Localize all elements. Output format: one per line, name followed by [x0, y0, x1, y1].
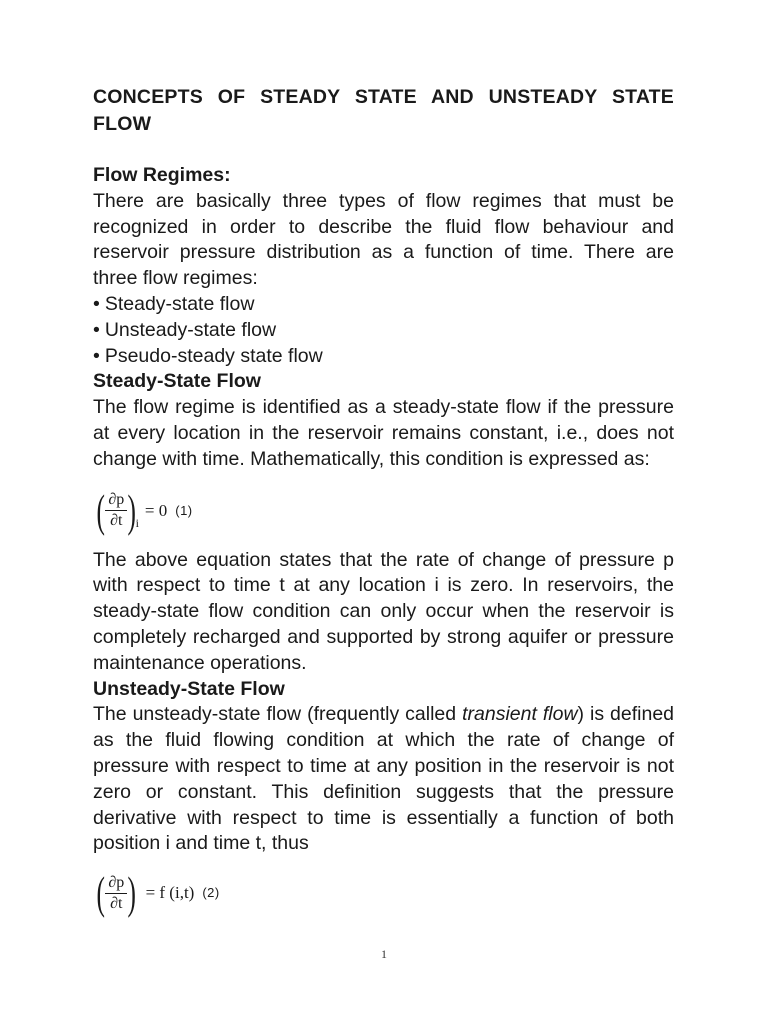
document-body [93, 84, 674, 921]
equation-rhs: = 0 [144, 500, 168, 520]
equation-2 [93, 865, 674, 921]
list-item [93, 344, 674, 370]
right-paren: ) [127, 484, 137, 536]
steady-state-paragraph-2: The above equation states that the rate of change of pressure p with respect to time t at any location i is zero. In reservoirs, the steady-state flow condition can only occur when the reservoir is completely recharged and supported by strong aquifer or pressure maintenance operations. [93, 548, 674, 674]
bullet-icon: • [93, 318, 100, 341]
unsteady-state-heading: Unsteady-State Flow [93, 677, 285, 700]
fraction-denominator: ∂t [110, 512, 123, 530]
bullet-icon: • [93, 292, 100, 315]
equation-subscript: i [135, 515, 139, 530]
equation-1 [93, 483, 674, 539]
paragraph-text-end: ) is defined as the fluid flowing condition at which the rate of change of pressure with respect to time at any position in the reservoir is not zero or constant. This definition suggests that the pressure derivative with respect to time is essentially a function of both position i and time t, thus [93, 703, 675, 855]
paragraph-text-start: The unsteady-state flow (frequently called [93, 703, 463, 726]
left-paren: ( [96, 867, 105, 919]
flow-regimes-intro: There are basically three types of flow regimes that must be recognized in order to describe the fluid flow behaviour and reservoir pressure distribution as a function of time. There are three flow regimes: [93, 189, 674, 290]
list-item-label: Unsteady-state flow [104, 318, 277, 341]
list-item-label: Pseudo-steady state flow [104, 344, 323, 367]
fraction-denominator: ∂t [110, 894, 123, 912]
bullet-icon: • [93, 344, 100, 367]
steady-state-paragraph-1: The flow regime is identified as a steady-state flow if the pressure at every location in the reservoir remains constant, i.e., does not change with time. Mathematically, this condition is expressed as: [93, 396, 674, 470]
page-number: 1 [381, 947, 387, 961]
list-item-label: Steady-state flow [104, 292, 255, 315]
fraction-numerator: ∂p [105, 490, 127, 511]
partial-derivative-fraction [105, 873, 127, 914]
equation-number: (2) [202, 885, 220, 901]
list-item [93, 318, 674, 344]
partial-derivative-fraction [105, 490, 127, 531]
flow-regimes-list [93, 292, 674, 369]
flow-regimes-heading: Flow Regimes: [93, 164, 231, 186]
equation-number: (1) [175, 502, 193, 518]
right-paren: ) [127, 867, 137, 919]
unsteady-state-paragraph [93, 702, 674, 857]
equation-rhs: = f (i,t) [145, 883, 195, 903]
italic-term: transient flow [462, 703, 578, 726]
left-paren: ( [96, 484, 105, 536]
steady-state-heading: Steady-State Flow [93, 370, 261, 393]
fraction-numerator: ∂p [105, 873, 127, 894]
list-item [93, 292, 674, 318]
document-title: CONCEPTS OF STEADY STATE AND UNSTEADY STATE FLOW [93, 86, 674, 135]
